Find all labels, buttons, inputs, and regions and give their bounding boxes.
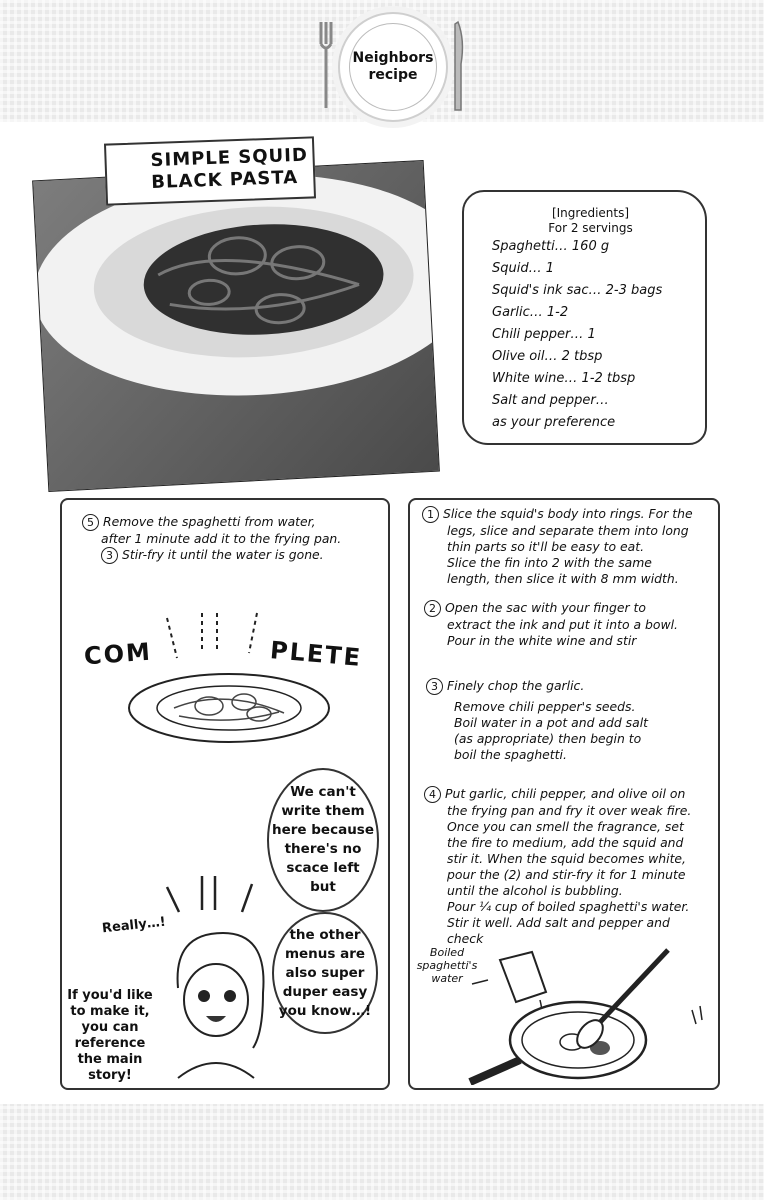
ingredient-item: Garlic… 1-2 (492, 305, 569, 320)
side-note-text: reference (74, 1036, 146, 1051)
bubble-text: duper easy (282, 983, 368, 1000)
steps-panel (408, 498, 720, 1090)
step-text: legs, slice and separate them into long (447, 523, 689, 538)
step-text: stir it. When the squid becomes white, (447, 851, 686, 866)
recipe-title (104, 136, 316, 205)
step-text: Once you can smell the fragrance, set (447, 819, 684, 834)
label-text: Boiled (429, 946, 465, 959)
step-text: Slice the squid's body into rings. For the (443, 506, 693, 521)
complete-left: COM (83, 637, 153, 671)
step-number: 5 (82, 514, 99, 531)
surprise-lines-icon (157, 872, 267, 922)
bubble-text: menus are (284, 945, 366, 962)
step-number: 2 (424, 600, 441, 617)
knife-icon (450, 20, 466, 114)
bubble-text: write them (281, 803, 365, 819)
step-text: the fire to medium, add the squid and (447, 835, 684, 850)
bubble-text: but (310, 879, 336, 895)
step-text: after 1 minute add it to the frying pan. (101, 531, 342, 546)
girl-character-drawing (158, 928, 268, 1088)
really-text: Really…! (101, 914, 167, 937)
step-text: Boil water in a pot and add salt (454, 715, 649, 730)
title-line1: SIMPLE SQUID (150, 144, 309, 172)
ingredient-item: as your preference (492, 415, 616, 430)
step-text: Pour ¼ cup of boiled spaghetti's water. (447, 899, 690, 914)
label-text: spaghetti's (416, 959, 478, 972)
bubble-text: here because (271, 822, 374, 838)
ingredient-item: Olive oil… 2 tbsp (492, 349, 603, 364)
step-text: Put garlic, chili pepper, and olive oil on (445, 786, 686, 801)
bubble-text: there's no (284, 841, 362, 857)
speech-bubble-1 (267, 768, 379, 912)
step-number: 3 (101, 547, 118, 564)
step-text: check (447, 931, 484, 946)
ingredient-item: Squid's ink sac… 2-3 bags (492, 283, 663, 298)
footer-pattern (0, 1104, 764, 1200)
recipe-badge (338, 12, 448, 122)
frying-pan-drawing (460, 940, 710, 1085)
badge-line1: Neighbors (352, 50, 434, 66)
step-text: pour the (2) and stir-fry it for 1 minute (447, 867, 686, 882)
bubble-text: also super (285, 964, 365, 981)
fork-icon (318, 20, 338, 112)
step-text: until the alcohol is bubbling. (447, 883, 623, 898)
side-note-text: to make it, (70, 1004, 150, 1019)
side-note-text: you can (81, 1020, 139, 1035)
step-number: 1 (422, 506, 439, 523)
ingredient-item: Salt and pepper… (492, 393, 609, 408)
ingredient-item: White wine… 1-2 tbsp (492, 371, 636, 386)
ingredients-servings: For 2 servings (548, 221, 633, 235)
step-1 (422, 506, 693, 587)
label-text: water (431, 972, 463, 985)
step-text: Pour in the white wine and stir (447, 633, 637, 648)
step-text: boil the spaghetti. (454, 747, 567, 762)
bubble-text: the other (289, 926, 361, 943)
step-5 (82, 514, 341, 564)
ingredients-heading: [Ingredients] (551, 206, 630, 220)
side-note-text: story! (88, 1068, 132, 1083)
ingredients-box (462, 190, 707, 445)
side-note (64, 988, 156, 1084)
bubble-text: you know…! (278, 1002, 372, 1019)
side-note-text: the main (77, 1052, 143, 1067)
step-text: length, then slice it with 8 mm width. (447, 571, 679, 586)
step-text: Stir-fry it until the water is gone. (122, 547, 324, 562)
speech-bubble-2 (272, 912, 378, 1034)
pasta-photo (32, 160, 440, 492)
step-text: (as appropriate) then begin to (454, 731, 642, 746)
step-3 (426, 678, 648, 763)
bubble-text: scace left (286, 860, 360, 876)
badge-line2: recipe (368, 67, 418, 83)
sparkle-lines-icon (157, 608, 277, 668)
step-text: Open the sac with your finger to (445, 600, 646, 615)
ingredient-item: Chili pepper… 1 (492, 327, 596, 342)
step-text: Remove the spaghetti from water, (103, 514, 316, 529)
step-4 (424, 786, 691, 947)
ingredient-item: Squid… 1 (492, 261, 555, 276)
final-step-panel (60, 498, 390, 1090)
side-note-text: If you'd like (67, 988, 153, 1003)
step-text: the frying pan and fry it over weak fire. (447, 803, 692, 818)
step-text: extract the ink and put it into a bowl. (447, 617, 678, 632)
step-text: Remove chili pepper's seeds. (454, 699, 636, 714)
step-number: 4 (424, 786, 441, 803)
step-2 (424, 600, 678, 649)
complete-right: PLETE (268, 636, 364, 672)
bubble-text: We can't (290, 784, 356, 800)
step-number: 3 (426, 678, 443, 695)
step-text: Slice the fin into 2 with the same (447, 555, 652, 570)
ingredient-item: Spaghetti… 160 g (492, 239, 610, 254)
title-line2: BLACK PASTA (151, 166, 299, 194)
step-text: Finely chop the garlic. (447, 678, 585, 693)
pasta-plate-drawing (124, 668, 334, 748)
step-text: thin parts so it'll be easy to eat. (447, 539, 645, 554)
step-text: Stir it well. Add salt and pepper and (447, 915, 670, 930)
